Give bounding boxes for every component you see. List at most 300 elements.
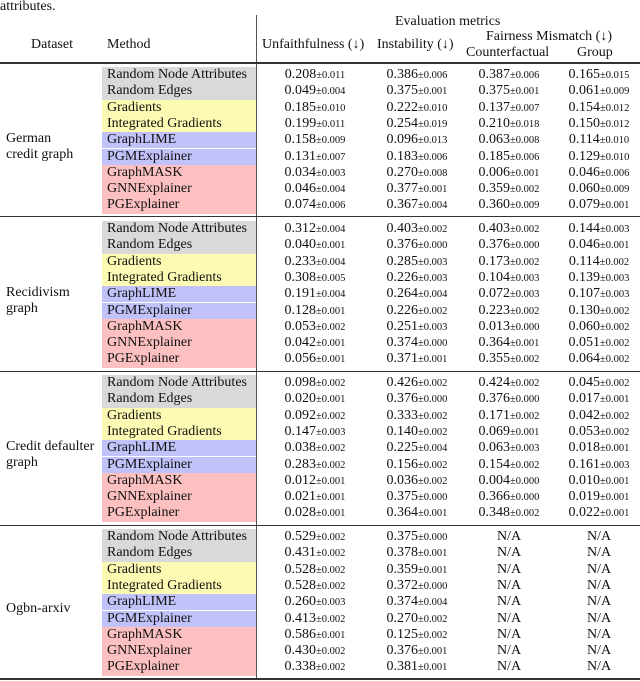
mean-value: 0.225 (386, 440, 419, 456)
table-row (0, 489, 640, 505)
dataset-name-line: German (6, 131, 52, 146)
mean-value: 0.019 (568, 489, 601, 505)
mean-value: 0.049 (284, 83, 317, 99)
section-rule (0, 371, 640, 372)
mean-value: 0.387 (478, 67, 511, 82)
mean-value: N/A (586, 545, 612, 561)
mean-value: 0.034 (284, 164, 317, 180)
mean-value: N/A (586, 643, 612, 659)
std-value: ±0.002 (510, 459, 540, 471)
std-value: ±0.002 (418, 629, 448, 641)
method-cell: PGExplainer (102, 659, 256, 675)
instability-value (364, 270, 470, 287)
instability-value (364, 611, 470, 628)
dataset-section (0, 67, 640, 215)
mean-value: 0.366 (478, 489, 511, 505)
mean-value: 0.529 (284, 529, 317, 544)
std-value: ±0.001 (418, 508, 448, 520)
table-row (0, 100, 640, 116)
mean-value: 0.185 (284, 99, 317, 115)
std-value: ±0.001 (418, 548, 448, 560)
method-cell: PGExplainer (102, 197, 256, 213)
method-cell: Integrated Gradients (102, 116, 256, 132)
group-value (546, 529, 640, 545)
group-value (546, 303, 640, 320)
unfaithfulness-value (262, 221, 368, 238)
unfaithfulness-value (262, 67, 368, 84)
mean-value: N/A (496, 577, 522, 593)
std-value: ±0.001 (316, 354, 346, 366)
group-value (546, 335, 640, 352)
method-cell: PGMExplainer (102, 303, 256, 319)
instability-value (364, 391, 470, 408)
dataset-section (0, 375, 640, 523)
std-value: ±0.004 (418, 597, 448, 609)
mean-value: N/A (586, 577, 612, 593)
table-row (0, 270, 640, 286)
std-value: ±0.001 (418, 646, 448, 658)
section-rule (0, 216, 640, 217)
instability-value (364, 529, 470, 546)
mean-value: 0.147 (284, 423, 317, 439)
std-value: ±0.009 (600, 86, 630, 98)
mean-value: 0.372 (386, 577, 419, 593)
std-value: ±0.001 (510, 338, 540, 350)
instability-value (364, 319, 470, 336)
std-value: ±0.002 (316, 532, 346, 543)
unfaithfulness-value (262, 611, 368, 628)
std-value: ±0.012 (600, 102, 630, 114)
std-value: ±0.000 (510, 492, 540, 504)
unfaithfulness-value (262, 562, 368, 579)
mean-value: N/A (496, 529, 522, 544)
std-value: ±0.002 (418, 459, 448, 471)
mean-value: 0.096 (386, 132, 419, 148)
std-value: ±0.001 (600, 240, 630, 252)
mean-value: 0.348 (478, 505, 511, 521)
std-value: ±0.001 (316, 475, 346, 487)
mean-value: 0.359 (478, 181, 511, 197)
std-value: ±0.001 (418, 184, 448, 196)
std-value: ±0.002 (599, 256, 630, 268)
std-value: ±0.004 (316, 184, 346, 196)
table-row (0, 457, 640, 473)
mean-value: 0.260 (284, 594, 317, 610)
mean-value: 0.338 (284, 659, 317, 675)
std-value: ±0.002 (316, 564, 346, 576)
mean-value: 0.074 (284, 197, 317, 213)
instability-value (364, 659, 470, 676)
table-row (0, 116, 640, 132)
method-cell: GNNExplainer (102, 489, 256, 505)
table-row (0, 319, 640, 335)
std-value: ±0.003 (418, 321, 448, 333)
mean-value: 0.185 (478, 148, 511, 164)
std-value: ±0.002 (316, 580, 346, 592)
group-value (546, 181, 640, 198)
mean-value: 0.375 (386, 529, 419, 544)
std-value: ±0.002 (600, 354, 630, 366)
mean-value: 0.114 (568, 132, 600, 148)
mean-value: 0.355 (478, 351, 511, 367)
instability-value (364, 457, 470, 474)
group-value (546, 237, 640, 254)
group-value (546, 375, 640, 392)
std-value: ±0.000 (418, 492, 448, 504)
unfaithfulness-value (262, 408, 368, 425)
mean-value: 0.586 (284, 626, 317, 642)
group-value (546, 505, 640, 522)
mean-value: 0.154 (568, 99, 601, 115)
mean-value: N/A (496, 626, 522, 642)
mean-value: 0.013 (478, 318, 511, 334)
std-value: ±0.001 (316, 338, 346, 350)
std-value: ±0.002 (418, 475, 448, 487)
method-cell: Random Node Attributes (102, 375, 256, 391)
mean-value: 0.528 (284, 577, 317, 593)
table-row (0, 505, 640, 521)
mean-value: 0.333 (386, 407, 419, 423)
std-value: ±0.002 (600, 410, 630, 422)
group-value (546, 545, 640, 561)
std-value: ±0.002 (316, 662, 346, 674)
unfaithfulness-value (262, 100, 368, 117)
instability-value (364, 254, 470, 271)
std-value: ±0.004 (418, 289, 448, 301)
unfaithfulness-value (262, 116, 368, 133)
mean-value: 0.403 (386, 221, 419, 236)
mean-value: 0.010 (568, 472, 601, 488)
std-value: ±0.013 (418, 135, 448, 147)
std-value: ±0.009 (600, 184, 630, 196)
std-value: ±0.009 (316, 135, 346, 147)
std-value: ±0.002 (510, 410, 540, 422)
mean-value: 0.223 (478, 302, 511, 318)
method-cell: Random Node Attributes (102, 67, 256, 83)
mean-value: 0.233 (284, 253, 317, 269)
method-cell: PGMExplainer (102, 457, 256, 473)
mean-value: 0.376 (386, 237, 419, 253)
unfaithfulness-value (262, 237, 368, 254)
method-cell: Random Edges (102, 237, 256, 253)
std-value: ±0.002 (600, 426, 630, 438)
header-fairness-mismatch: Fairness Mismatch (↓) (486, 29, 612, 44)
dataset-section (0, 529, 640, 677)
mean-value: 0.046 (568, 237, 601, 253)
std-value: ±0.000 (418, 580, 448, 592)
mean-value: 0.386 (386, 67, 419, 82)
std-value: ±0.000 (510, 475, 540, 487)
std-value: ±0.018 (510, 118, 540, 130)
std-value: ±0.002 (510, 508, 540, 520)
mean-value: 0.004 (478, 472, 511, 488)
group-value (546, 627, 640, 643)
std-value: ±0.001 (316, 394, 346, 406)
instability-value (364, 335, 470, 352)
std-value: ±0.001 (316, 305, 346, 317)
mean-value: 0.222 (386, 99, 419, 115)
unfaithfulness-value (262, 132, 368, 149)
mean-value: N/A (586, 610, 612, 626)
std-value: ±0.008 (418, 167, 448, 179)
std-value: ±0.005 (316, 272, 346, 284)
mean-value: 0.364 (386, 505, 419, 521)
table-row (0, 165, 640, 181)
instability-value (364, 473, 470, 490)
std-value: ±0.003 (600, 272, 630, 284)
header-unfaithfulness: Unfaithfulness (↓) (262, 37, 365, 52)
mean-value: N/A (586, 626, 612, 642)
method-cell: Random Edges (102, 83, 256, 99)
instability-value (364, 578, 470, 595)
mean-value: 0.060 (568, 318, 601, 334)
instability-value (364, 440, 470, 457)
instability-value (364, 375, 470, 392)
std-value: ±0.004 (418, 443, 448, 455)
std-value: ±0.006 (510, 70, 540, 81)
dataset-name-line: graph (6, 301, 38, 316)
instability-value (364, 505, 470, 522)
table-row (0, 611, 640, 627)
std-value: ±0.001 (510, 167, 540, 179)
method-cell: Random Edges (102, 391, 256, 407)
group-value (546, 594, 640, 610)
table-row (0, 221, 640, 237)
caption-fragment: attributes. (0, 0, 56, 14)
unfaithfulness-value (262, 627, 368, 644)
method-cell: Gradients (102, 408, 256, 424)
mean-value: 0.376 (386, 643, 419, 659)
group-value (546, 351, 640, 368)
unfaithfulness-value (262, 270, 368, 287)
mean-value: 0.424 (478, 375, 511, 390)
mean-value: 0.038 (284, 440, 317, 456)
mean-value: 0.040 (284, 237, 317, 253)
mean-value: 0.064 (568, 351, 601, 367)
group-value (546, 100, 640, 117)
std-value: ±0.006 (600, 167, 630, 179)
std-value: ±0.010 (599, 135, 630, 147)
unfaithfulness-value (262, 473, 368, 490)
method-cell: Integrated Gradients (102, 424, 256, 440)
group-value (546, 270, 640, 287)
std-value: ±0.001 (418, 564, 448, 576)
std-value: ±0.002 (510, 354, 540, 366)
mean-value: 0.042 (568, 407, 601, 423)
std-value: ±0.001 (510, 86, 540, 98)
std-value: ±0.002 (316, 321, 346, 333)
unfaithfulness-value (262, 529, 368, 546)
bottom-rule (0, 678, 640, 680)
mean-value: 0.171 (478, 407, 511, 423)
std-value: ±0.011 (316, 118, 346, 130)
group-value (546, 440, 640, 457)
unfaithfulness-value (262, 375, 368, 392)
instability-value (364, 351, 470, 368)
table-row (0, 181, 640, 197)
instability-value (364, 303, 470, 320)
std-value: ±0.011 (316, 70, 346, 81)
mean-value: N/A (586, 561, 612, 577)
group-value (546, 116, 640, 133)
header-instability: Instability (↓) (377, 37, 454, 52)
instability-value (364, 83, 470, 100)
mean-value: 0.046 (284, 181, 317, 197)
mean-value: 0.046 (568, 164, 601, 180)
std-value: ±0.003 (418, 256, 448, 268)
mean-value: 0.283 (284, 456, 317, 472)
mean-value: 0.173 (478, 253, 511, 269)
table-row (0, 254, 640, 270)
group-value (546, 319, 640, 336)
mean-value: 0.403 (478, 221, 511, 236)
group-value (546, 424, 640, 441)
mean-value: 0.036 (386, 472, 419, 488)
std-value: ±0.000 (418, 240, 448, 252)
mean-value: 0.371 (386, 351, 419, 367)
instability-value (364, 116, 470, 133)
mean-value: 0.165 (568, 67, 601, 82)
unfaithfulness-value (262, 424, 368, 441)
mean-value: N/A (496, 594, 522, 610)
dataset-name-line: Recidivism (6, 285, 70, 300)
instability-value (364, 286, 470, 303)
mean-value: 0.191 (284, 286, 317, 302)
std-value: ±0.001 (600, 200, 630, 212)
std-value: ±0.001 (418, 354, 448, 366)
mean-value: 0.022 (568, 505, 601, 521)
header-method: Method (107, 37, 151, 52)
mean-value: 0.430 (284, 643, 317, 659)
group-value (546, 165, 640, 182)
mean-value: 0.104 (478, 269, 511, 285)
std-value: ±0.000 (510, 240, 540, 252)
unfaithfulness-value (262, 303, 368, 320)
std-value: ±0.006 (418, 151, 448, 163)
table-row (0, 408, 640, 424)
std-value: ±0.002 (510, 224, 540, 235)
std-value: ±0.006 (418, 70, 448, 81)
mean-value: 0.154 (478, 456, 511, 472)
group-value (546, 132, 640, 149)
method-cell: Random Node Attributes (102, 529, 256, 545)
mean-value: 0.210 (478, 115, 511, 131)
table-row (0, 627, 640, 643)
std-value: ±0.002 (600, 338, 630, 350)
method-cell: GraphMASK (102, 627, 256, 643)
unfaithfulness-value (262, 197, 368, 214)
mean-value: 0.431 (284, 545, 317, 561)
table-row (0, 545, 640, 561)
std-value: ±0.009 (510, 200, 540, 212)
mean-value: 0.098 (284, 375, 317, 390)
mean-value: 0.376 (478, 237, 511, 253)
mean-value: 0.114 (568, 253, 600, 269)
table-row (0, 440, 640, 456)
table-row (0, 67, 640, 83)
group-value (546, 197, 640, 214)
instability-value (364, 627, 470, 644)
method-cell: GraphMASK (102, 165, 256, 181)
mean-value: 0.364 (478, 335, 511, 351)
method-cell: Integrated Gradients (102, 578, 256, 594)
instability-value (364, 221, 470, 238)
method-cell: GraphLIME (102, 594, 256, 610)
dataset-name-line: Ogbn-arxiv (6, 601, 71, 616)
group-value (546, 83, 640, 100)
group-value (546, 489, 640, 506)
mean-value: 0.137 (478, 99, 511, 115)
unfaithfulness-value (262, 440, 368, 457)
instability-value (364, 424, 470, 441)
mean-value: N/A (496, 659, 522, 675)
instability-value (364, 408, 470, 425)
std-value: ±0.004 (316, 256, 346, 268)
group-value (546, 562, 640, 578)
table-row (0, 303, 640, 319)
std-value: ±0.010 (418, 102, 448, 114)
method-cell: GraphLIME (102, 132, 256, 148)
header-group: Group (577, 45, 613, 60)
std-value: ±0.004 (316, 289, 346, 301)
method-cell: PGMExplainer (102, 149, 256, 165)
std-value: ±0.003 (600, 289, 630, 301)
unfaithfulness-value (262, 83, 368, 100)
mean-value: 0.056 (284, 351, 317, 367)
table-row (0, 529, 640, 545)
dataset-name-line: credit graph (6, 147, 74, 162)
unfaithfulness-value (262, 335, 368, 352)
unfaithfulness-value (262, 391, 368, 408)
std-value: ±0.000 (418, 394, 448, 406)
std-value: ±0.002 (316, 443, 346, 455)
instability-value (364, 100, 470, 117)
group-value (546, 659, 640, 675)
method-cell: PGExplainer (102, 505, 256, 521)
mean-value: 0.051 (568, 335, 601, 351)
std-value: ±0.002 (418, 305, 448, 317)
std-value: ±0.003 (510, 289, 540, 301)
mean-value: N/A (496, 545, 522, 561)
mean-value: N/A (496, 610, 522, 626)
std-value: ±0.002 (316, 646, 346, 658)
method-cell: Gradients (102, 254, 256, 270)
mean-value: 0.061 (568, 83, 601, 99)
mean-value: 0.376 (478, 391, 511, 407)
unfaithfulness-value (262, 457, 368, 474)
header-counterfactual: Counterfactual (466, 45, 550, 60)
mean-value: 0.377 (386, 181, 419, 197)
mean-value: 0.053 (568, 423, 601, 439)
std-value: ±0.000 (510, 321, 540, 333)
method-cell: GNNExplainer (102, 643, 256, 659)
mean-value: 0.413 (284, 610, 317, 626)
instability-value (364, 149, 470, 166)
method-cell: Gradients (102, 562, 256, 578)
mean-value: 0.375 (386, 83, 419, 99)
mean-value: 0.045 (568, 375, 601, 390)
mean-value: 0.264 (386, 286, 419, 302)
mean-value: 0.018 (568, 440, 601, 456)
method-cell: Random Node Attributes (102, 221, 256, 237)
mean-value: N/A (586, 659, 612, 675)
group-value (546, 149, 640, 166)
std-value: ±0.001 (316, 492, 346, 504)
unfaithfulness-value (262, 505, 368, 522)
std-value: ±0.001 (510, 426, 540, 438)
mean-value: 0.308 (284, 269, 317, 285)
instability-value (364, 67, 470, 84)
